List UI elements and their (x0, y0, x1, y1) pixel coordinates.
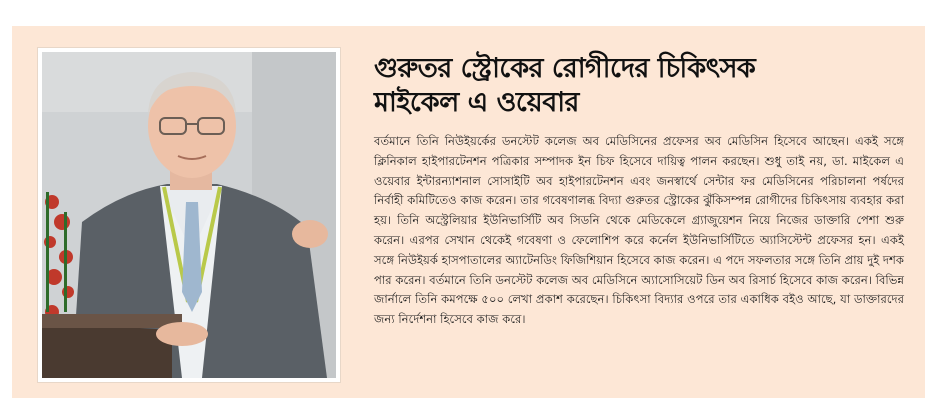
portrait-frame (38, 48, 340, 382)
portrait-photo (42, 52, 336, 378)
portrait-illustration (42, 52, 336, 378)
article (374, 52, 904, 330)
article-body: বর্তমানে তিনি নিউইয়র্কের ডনস্টেট কলেজ অব মেডিসিনের প্রফেসর অব মেডিসিন হিসেবে আছেন। একই সঙ্গে ক্লিনিকাল হাইপারটেনশন পত্রিকার সম্পাদক ইন চিফ হিসেবে দায়িত্ব পালন করছেন। শুধু তাই নয়, ডা. মাইকেল এ ওয়েবার ইন্টারন্যাশনাল সোসাইটি অব হাইপারটেনশন এবং জনস্বার্থে সেন্টার ফর মেডিসিনের পরিচালনা পর্ষদের নির্বাহী কমিটিতেও কাজ করেন। তার গবেষণালব্ধ বিদ্যা গুরুতর স্ট্রোকের ঝুঁকিসম্পন্ন রোগীদের চিকিৎসায় ব্যবহার করা হয়। তিনি অস্ট্রেলিয়ার ইউনিভার্সিটি অব সিডনি থেকে মেডিকেলে গ্র্যাজুয়েশন নিয়ে নিজের ডাক্তারি পেশা শুরু করেন। এরপর সেখান থেকেই গবেষণা ও ফেলোশিপ করে কর্নেল ইউনিভার্সিটিতে অ্যাসিস্টেন্ট প্রফেসর হন। একই সঙ্গে নিউইয়র্ক হাসপাতালের অ্যাটেনডিং ফিজিশিয়ান হিসেবে কাজ করেন। এ পদে সফলতার সঙ্গে তিনি প্রায় দুই দশক পার করেন। বর্তমানে তিনি ডনস্টেট কলেজ অব মেডিসিনে অ্যাসোসিয়েট ডিন অব রিসার্চ হিসেবে কাজ করেন। বিভিন্ন জার্নালে তিনি কমপক্ষে ৫০০ লেখা প্রকাশ করেছেন। চিকিৎসা বিদ্যার ওপরে তার একাধিক বইও আছে, যা ডাক্তারদের জন্য নির্দেশনা হিসেবে কাজ করে। (374, 134, 904, 327)
article-title: গুরুতর স্ট্রোকের রোগীদের চিকিৎসক মাইকেল এ ওয়েবার (374, 53, 756, 118)
